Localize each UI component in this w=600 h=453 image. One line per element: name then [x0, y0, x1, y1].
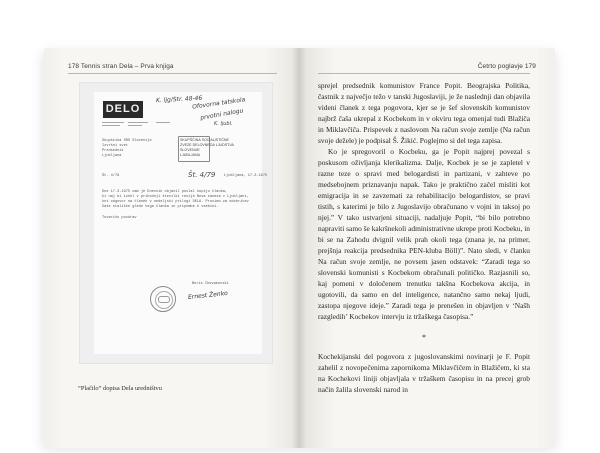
addressee-line: Izvršni svet: [102, 144, 128, 148]
letter-body-line: Vaše stališče glede tega članka in pripombe k vsebini.: [102, 205, 219, 209]
letter-body-line: kot odgovor na članek v nedeljski prilogi DELA. Prosimo za odobritev: [102, 200, 249, 204]
running-head-left: 178 Tennis stran Dela – Prva knjiga: [68, 63, 174, 70]
addressee-line: Skupščina SRS Slovenije: [102, 139, 152, 143]
handwritten-note-top: K. ljg/Str. 48-46: [155, 94, 203, 105]
handwritten-note-right-2: prvotni nalogu: [199, 107, 244, 122]
round-seal: [150, 286, 176, 312]
document-paper: [94, 92, 268, 354]
delo-logo: DELO: [103, 101, 143, 118]
letter-body-line: ki naj bi izšel v prihodnji številki revije Nova zaveza v Ljubljani,: [102, 195, 249, 199]
book-gutter: [292, 48, 306, 448]
letterhead-line: [102, 125, 120, 126]
letterhead-line: [156, 122, 170, 123]
letterhead-line: [102, 122, 124, 123]
header-rule-left: [68, 73, 277, 74]
letter-closing: Tovarišo pozdrav: [102, 216, 137, 220]
stamp-line: LJUBLJANA: [180, 153, 200, 157]
figure-caption: “Plačilo” dopisa Dela uredništvu: [78, 385, 162, 392]
stamp-line: ZVEZE DELOVNEGA LJUDSTVA: [180, 143, 234, 147]
handwritten-note-small: K. ljubl.: [214, 121, 233, 127]
paragraph: Kochekijanski del pogovora z jugoslovanskimi novinarji je F. Popit zahelil z novopečenima zapornikoma Miklavčičem in Blažičem, ki sta na Kochekovi liniji objavljala v tržaškem časopisu in na precej grob način žalila slovenski narod in: [318, 352, 530, 394]
reference-date: Ljubljana, 17.3.1975: [224, 174, 268, 178]
reference-number: Št. 4/79: [102, 174, 120, 178]
letterhead-line: [128, 125, 142, 126]
stamp-line: SKUPŠČINA SOCIALISTIČNE: [180, 138, 229, 142]
handwritten-number: Št. 4/79: [188, 171, 216, 179]
body-text: [318, 80, 530, 322]
lower-section: [318, 324, 530, 395]
paragraph: sprejel predsednik komunistov France Popit. Beograjska Politika, častnik z največjo težo v tanski Jugoslaviji, je že naslednji dan objavila videni članek z tega pogovora, kjer se je šef slovenskih komunistov najbrž čaša ukrepal z Kocbekom in v okviru tega omenjal tudi Blažiča in Miklavčiča. Prispevek z naslovom Na račun svoje zemlje (Na račun svoje dežele) je podpisal Š. Žikić. Poglejmo si del tega zapisa.: [318, 81, 530, 145]
letter-body-line: Dne 17.3.1975 nam je Dnevnik objavil poslal kopijo članka,: [102, 190, 228, 194]
addressee-line: Predsednik: [102, 149, 124, 153]
seal-emblem: [158, 296, 170, 303]
addressee-line: Ljubljana: [102, 154, 122, 158]
handwritten-note-right-1: Ofovorna tatskola: [191, 96, 246, 111]
letterhead-line: [128, 122, 148, 123]
stamp-line: SLOVENIJE: [180, 148, 200, 152]
section-separator: *: [422, 333, 426, 342]
running-head-right: Četrto poglavje 179: [477, 63, 536, 70]
signature-name: Boris Chovakovski: [192, 282, 229, 286]
document-facsimile: [79, 82, 273, 364]
header-rule-right: [318, 73, 530, 74]
paragraph: Ko je spregovoril o Kocbeku, ga je Popit najprej povezal s poskusom oživljanja klerikalizma. Dalje, Kocbek je se je zapletel v razne teze o spravi med belogardisti in partizani, v zahteve po medsebojnem priznavanju napak. Tako je praktično začel misliti kot emigracija in se zavzemati za rehabilitacijo belogardistov, se pravi tistih, s katerimi je bilo z Jugoslavijo obračunano v vojni in taksoj po njej.” V tako ustvarjeni situaciji, nadaljuje Popit, “bi bilo potrebno napraviti samo še kakršnekoli administrativne ukrepe proti Kocbeku, in bi se na Zahodu dvignil velik prah okoli tega (znana je, na primer, prejšnja reakcija predsednika PEN-kluba Böll)”. Nato sledi, v članku Na račun svoje zemlje, ne povsem jasen odstavek: “Zaradi tega so slovenski komunisti s Kocbekom obračunali političko. Razjasnili so, kaj pomeni v določenem trenutku takšna Kocbekova akcija, in ugotovili, da samo en del inteligence, natančno samo nekaj ljudi, zastopa njegove ideje.” Zaradi tega je prenešen in objavljen v ‘Našh razgledih’ Kocbekov intervju iz tržaškega časopisa.”: [318, 147, 530, 321]
handwritten-signature: Ernest Ženko: [187, 289, 229, 302]
